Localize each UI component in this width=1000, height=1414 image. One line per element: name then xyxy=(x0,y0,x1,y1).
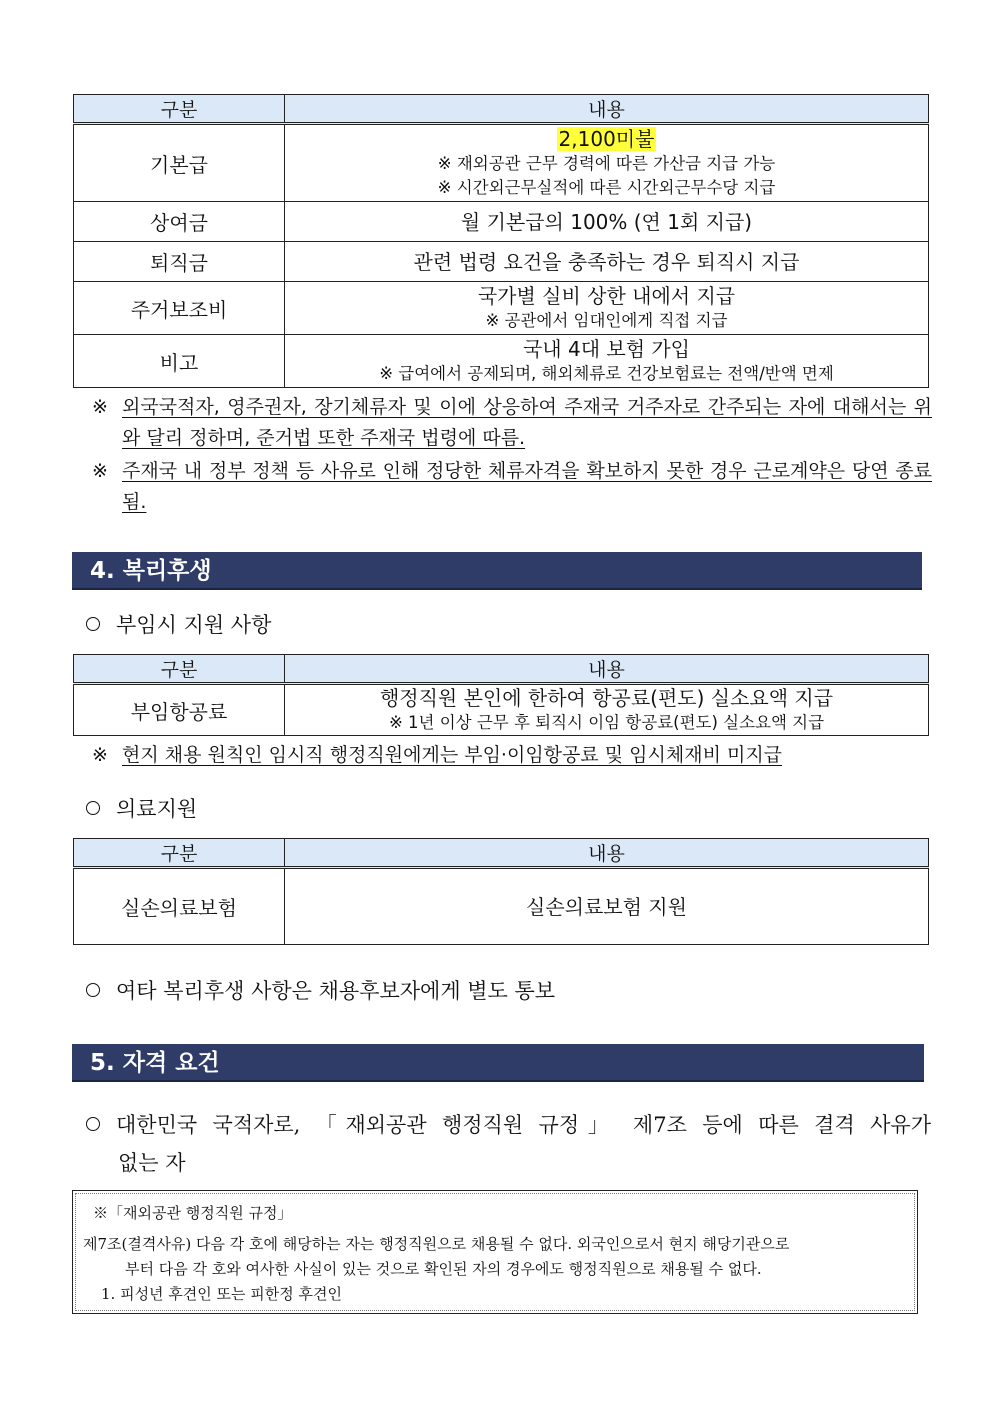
table-row-medical-insurance xyxy=(74,868,929,945)
row-note: ※ 1년 이상 근무 후 퇴직시 이임 항공료(편도) 실소요액 지급 xyxy=(388,713,825,732)
row-content xyxy=(285,335,929,388)
pay-table xyxy=(73,94,929,388)
row-main-text: 행정직원 본인에 한하여 항공료(편도) 실소요액 지급 xyxy=(379,686,834,710)
row-label: 실손의료보험 xyxy=(74,868,285,945)
article-item: 1. 피성년 후견인 또는 피한정 후견인 xyxy=(101,1285,343,1303)
note-text: 외국국적자, 영주권자, 장기체류자 및 이에 상응하여 주재국 거주자로 간주되는 자에 대해서는 위와 달리 정하며, 준거법 또한 주재국 법령에 따름. xyxy=(122,396,932,449)
table-row-bonus xyxy=(74,202,929,242)
row-content xyxy=(285,684,929,736)
bullet-text: 여타 복리후생 사항은 채용후보자에게 별도 통보 xyxy=(116,979,556,1003)
bullet-other-welfare xyxy=(86,972,555,1010)
row-main-text: 국가별 실비 상한 내에서 지급 xyxy=(477,284,736,308)
table-header-row xyxy=(74,839,929,868)
table-row-severance xyxy=(74,242,929,282)
table-row-housing xyxy=(74,282,929,335)
section-heading-welfare: 4. 복리후생 xyxy=(72,552,922,590)
article-text: 제7조(결격사유) 다음 각 호에 해당하는 자는 행정직원으로 채용될 수 없다. 외국인으로서 현지 해당기관으로 xyxy=(83,1235,790,1253)
header-category: 구분 xyxy=(74,655,285,684)
bullet-relocation-support xyxy=(86,606,271,644)
article-text-cont: 부터 다음 각 호와 여사한 사실이 있는 것으로 확인된 자의 경우에도 행정직원으로 채용될 수 없다. xyxy=(125,1260,762,1278)
pay-note-1 xyxy=(92,392,932,454)
relocation-table xyxy=(73,654,929,736)
row-main-text: 국내 4대 보험 가입 xyxy=(522,337,691,361)
table-header-row xyxy=(74,655,929,684)
row-label: 부임항공료 xyxy=(74,684,285,736)
row-note: ※ 시간외근무실적에 따른 시간외근무수당 지급 xyxy=(437,178,776,197)
header-category: 구분 xyxy=(74,839,285,868)
row-content xyxy=(285,282,929,335)
table-row-base-salary xyxy=(74,124,929,202)
circle-bullet-icon xyxy=(86,983,100,997)
regulation-title: ※「재외공관 행정직원 규정」 xyxy=(93,1204,293,1222)
header-content: 내용 xyxy=(285,839,929,868)
row-label: 퇴직금 xyxy=(74,242,285,282)
pay-note-2 xyxy=(92,456,932,518)
bullet-text: 부임시 지원 사항 xyxy=(116,613,272,637)
note-text: 현지 채용 원칙인 임시직 행정직원에게는 부임·이임항공료 및 임시체재비 미지급 xyxy=(122,744,783,766)
bullet-text: 의료지원 xyxy=(116,797,198,821)
row-content: 월 기본급의 100% (연 1회 지급) xyxy=(285,202,929,242)
circle-bullet-icon xyxy=(86,1117,100,1131)
row-label: 비고 xyxy=(74,335,285,388)
medical-table xyxy=(73,838,929,945)
regulation-box xyxy=(72,1190,918,1314)
salary-amount-highlight: 2,100미불 xyxy=(558,127,655,151)
header-category: 구분 xyxy=(74,95,285,124)
bullet-nationality-requirement xyxy=(86,1106,931,1182)
reference-mark: ※ xyxy=(92,744,108,766)
section-heading-qualifications: 5. 자격 요건 xyxy=(72,1044,924,1082)
bullet-text: 대한민국 국적자로, 「재외공관 행정직원 규정」 제7조 등에 따른 결격 사유가 xyxy=(116,1113,931,1137)
header-content: 내용 xyxy=(285,95,929,124)
row-content: 실손의료보험 지원 xyxy=(285,868,929,945)
circle-bullet-icon xyxy=(86,617,100,631)
bullet-text-cont: 없는 자 xyxy=(118,1151,186,1175)
table-row-remarks xyxy=(74,335,929,388)
row-note: ※ 공관에서 임대인에게 직접 지급 xyxy=(485,311,728,330)
table-header-row xyxy=(74,95,929,124)
row-label: 기본급 xyxy=(74,124,285,202)
header-content: 내용 xyxy=(285,655,929,684)
bullet-medical-support xyxy=(86,790,197,828)
table-row-airfare xyxy=(74,684,929,736)
row-label: 상여금 xyxy=(74,202,285,242)
reference-mark: ※ xyxy=(92,460,108,482)
reference-mark: ※ xyxy=(92,396,108,418)
row-label: 주거보조비 xyxy=(74,282,285,335)
row-content: 관련 법령 요건을 충족하는 경우 퇴직시 지급 xyxy=(285,242,929,282)
row-note: ※ 재외공관 근무 경력에 따른 가산금 지급 가능 xyxy=(437,154,776,173)
note-text: 주재국 내 정부 정책 등 사유로 인해 정당한 체류자격을 확보하지 못한 경우 근로계약은 당연 종료됨. xyxy=(122,460,932,513)
row-content xyxy=(285,124,929,202)
row-note: ※ 급여에서 공제되며, 해외체류로 건강보험료는 전액/반액 면제 xyxy=(379,364,834,383)
relocation-note xyxy=(92,740,932,771)
circle-bullet-icon xyxy=(86,801,100,815)
